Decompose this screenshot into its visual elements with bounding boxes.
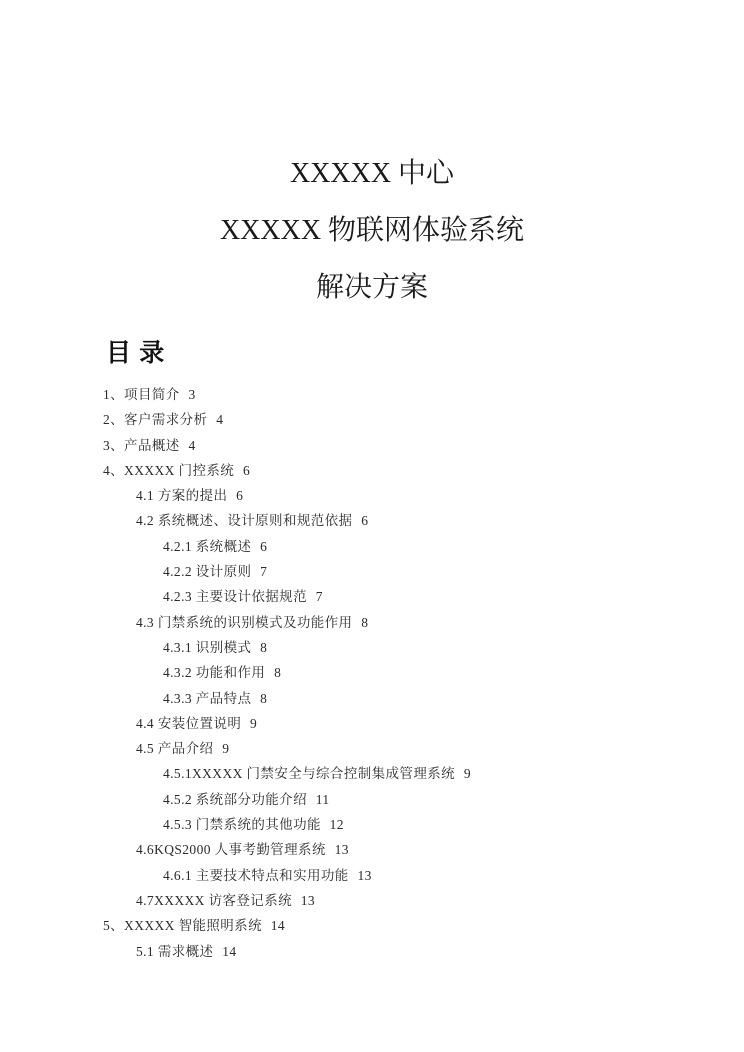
toc-entry[interactable] xyxy=(0,863,744,888)
toc-entry-label: 5.1 需求概述 xyxy=(136,943,214,959)
toc-entry-label: 4.1 方案的提出 xyxy=(136,488,228,504)
toc-entry-page-number: 8 xyxy=(260,639,268,655)
toc-entry-page-number: 8 xyxy=(361,614,369,630)
toc-entry[interactable] xyxy=(0,483,744,508)
toc-entry[interactable] xyxy=(0,433,744,458)
toc-entry[interactable] xyxy=(0,407,744,432)
toc-entry-label: 4.5.3 门禁系统的其他功能 xyxy=(163,817,321,833)
document-title-block xyxy=(90,145,654,316)
toc-list xyxy=(0,382,744,964)
toc-heading: 目 录 xyxy=(106,340,166,367)
toc-entry-label: 4.5.1XXXXX 门禁安全与综合控制集成管理系统 xyxy=(163,766,456,782)
toc-entry-label: 4.7XXXXX 访客登记系统 xyxy=(136,892,292,908)
toc-entry-page-number: 13 xyxy=(357,867,372,883)
toc-entry-page-number: 6 xyxy=(260,538,268,554)
toc-entry-label: 4.6.1 主要技术特点和实用功能 xyxy=(163,867,349,883)
toc-entry[interactable] xyxy=(0,635,744,660)
toc-entry[interactable] xyxy=(0,686,744,711)
toc-entry-page-number: 6 xyxy=(361,513,369,529)
title-line-3: 解决方案 xyxy=(315,272,428,303)
toc-entry-label: 1、项目简介 xyxy=(103,387,180,402)
toc-entry-page-number: 14 xyxy=(222,943,237,959)
toc-entry-page-number: 7 xyxy=(260,564,268,580)
toc-entry-label: 2、客户需求分析 xyxy=(103,412,208,428)
toc-entry[interactable] xyxy=(0,660,744,685)
toc-entry-page-number: 9 xyxy=(463,766,471,782)
toc-entry[interactable] xyxy=(0,787,744,812)
toc-entry-label: 4.2.3 主要设计依据规范 xyxy=(163,589,307,605)
toc-entry-label: 4、XXXXX 门控系统 xyxy=(103,462,235,478)
toc-entry[interactable] xyxy=(0,761,744,786)
toc-entry[interactable] xyxy=(0,584,744,609)
toc-entry[interactable] xyxy=(0,888,744,913)
toc-entry-label: 4.3 门禁系统的识别模式及功能作用 xyxy=(136,614,353,630)
toc-entry-page-number: 8 xyxy=(274,665,282,681)
toc-entry-page-number: 4 xyxy=(216,412,224,428)
toc-entry[interactable] xyxy=(0,711,744,736)
toc-entry[interactable] xyxy=(0,508,744,533)
toc-entry[interactable] xyxy=(0,534,744,559)
toc-entry[interactable] xyxy=(0,382,744,407)
toc-entry[interactable] xyxy=(0,837,744,862)
toc-entry[interactable] xyxy=(0,913,744,938)
toc-entry-page-number: 12 xyxy=(329,817,344,833)
toc-entry-label: 4.3.3 产品特点 xyxy=(163,690,252,706)
toc-entry-label: 4.2.2 设计原则 xyxy=(163,564,252,580)
toc-entry-page-number: 3 xyxy=(188,387,196,402)
toc-entry-page-number: 9 xyxy=(250,715,258,731)
toc-entry-label: 4.2.1 系统概述 xyxy=(163,538,252,554)
toc-entry[interactable] xyxy=(0,559,744,584)
toc-entry-page-number: 11 xyxy=(315,791,330,807)
toc-entry-page-number: 9 xyxy=(222,741,230,757)
toc-entry-page-number: 14 xyxy=(270,918,286,934)
toc-entry-page-number: 13 xyxy=(334,842,349,858)
title-line-2: XXXXX 物联网体验系统 xyxy=(219,215,525,246)
toc-entry[interactable] xyxy=(0,610,744,635)
toc-entry-label: 3、产品概述 xyxy=(103,437,180,453)
toc-entry-label: 4.6KQS2000 人事考勤管理系统 xyxy=(136,842,326,858)
toc-entry-label: 4.3.1 识别模式 xyxy=(163,639,252,655)
toc-entry-label: 4.5.2 系统部分功能介绍 xyxy=(163,791,307,807)
toc-entry-label: 5、XXXXX 智能照明系统 xyxy=(103,918,262,934)
toc-entry-label: 4.2 系统概述、设计原则和规范依据 xyxy=(136,513,353,529)
toc-entry[interactable] xyxy=(0,812,744,837)
toc-entry-page-number: 4 xyxy=(188,437,196,453)
toc-entry-page-number: 8 xyxy=(260,690,268,706)
toc-entry-page-number: 13 xyxy=(300,892,316,908)
toc-entry[interactable] xyxy=(0,736,744,761)
toc-entry-page-number: 6 xyxy=(242,462,251,478)
toc-entry-page-number: 7 xyxy=(315,589,323,605)
toc-entry[interactable] xyxy=(0,458,744,483)
toc-entry-label: 4.4 安装位置说明 xyxy=(136,715,242,731)
toc-entry-page-number: 6 xyxy=(236,488,244,504)
toc-entry[interactable] xyxy=(0,939,744,964)
toc-entry-label: 4.5 产品介绍 xyxy=(136,741,214,757)
toc-entry-label: 4.3.2 功能和作用 xyxy=(163,665,266,681)
title-line-1: XXXXX 中心 xyxy=(289,158,455,189)
